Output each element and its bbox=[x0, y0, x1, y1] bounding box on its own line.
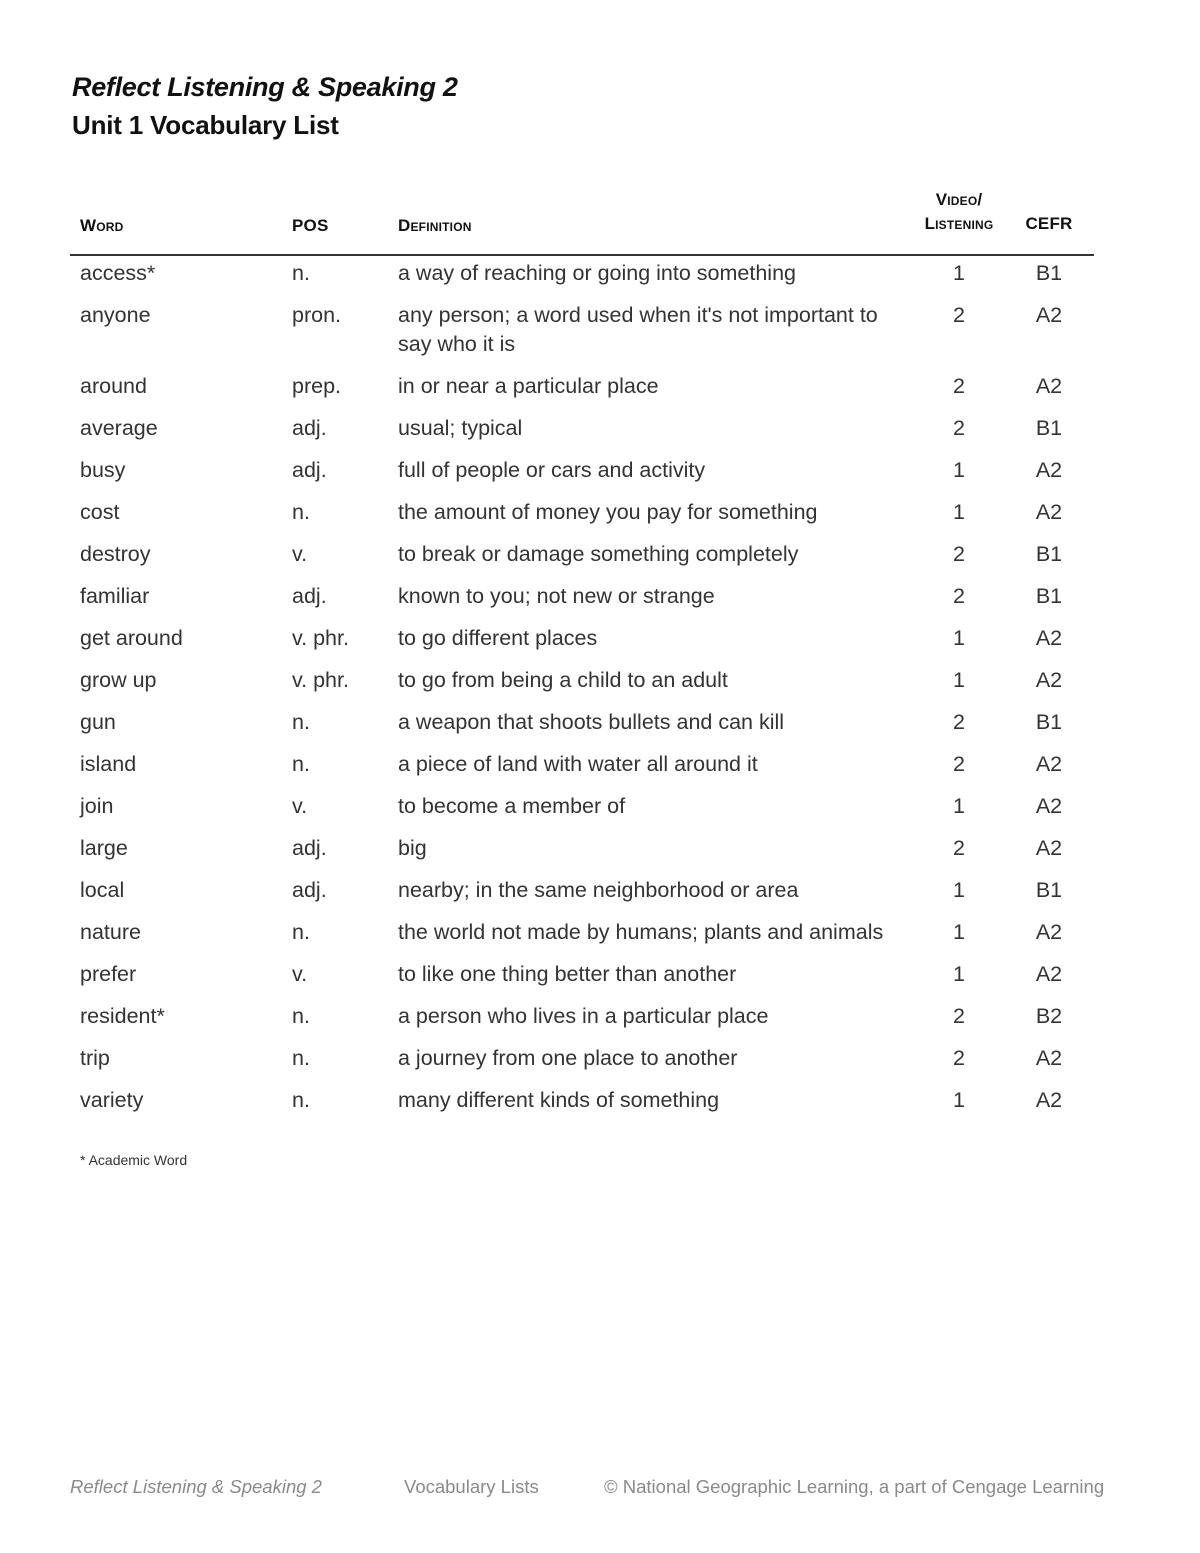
footer-copyright: © National Geographic Learning, a part of Cengage Learning bbox=[604, 1476, 1105, 1497]
cell-definition: nearby; in the same neighborhood or area bbox=[398, 878, 799, 902]
cell-pos: adj. bbox=[292, 836, 327, 860]
cell-pos: v. bbox=[292, 542, 308, 566]
cell-word: get around bbox=[80, 626, 183, 650]
cell-definition: to become a member of bbox=[398, 794, 626, 818]
cell-cefr: A2 bbox=[1035, 752, 1063, 776]
cell-word: grow up bbox=[80, 668, 157, 692]
cell-definition: full of people or cars and activity bbox=[398, 458, 706, 482]
cell-word: destroy bbox=[80, 542, 151, 566]
cell-pos: n. bbox=[292, 752, 310, 776]
column-header-word: Word bbox=[70, 188, 282, 255]
cell-definition: usual; typical bbox=[398, 416, 523, 440]
document-subtitle: Unit 1 Vocabulary List bbox=[72, 110, 339, 140]
table-row bbox=[70, 789, 1094, 831]
cell-video-listening: 2 bbox=[953, 710, 965, 734]
cell-definition: to go different places bbox=[398, 626, 598, 650]
cell-video-listening: 1 bbox=[953, 920, 965, 944]
table-row bbox=[70, 873, 1094, 915]
cell-video-listening: 2 bbox=[953, 1046, 965, 1070]
cell-pos: v. phr. bbox=[292, 668, 349, 692]
cell-definition: a person who lives in a particular place bbox=[398, 1004, 769, 1028]
cell-pos: n. bbox=[292, 500, 310, 524]
cell-definition: in or near a particular place bbox=[398, 374, 659, 398]
cell-cefr: B1 bbox=[1035, 416, 1063, 440]
cell-word: gun bbox=[80, 710, 116, 734]
cell-word: anyone bbox=[80, 303, 151, 327]
table-row bbox=[70, 621, 1094, 663]
cell-video-listening: 2 bbox=[953, 542, 965, 566]
cell-definition: a way of reaching or going into something bbox=[398, 261, 796, 285]
cell-word: around bbox=[80, 374, 147, 398]
cell-definition: the amount of money you pay for something bbox=[398, 500, 818, 524]
table-row bbox=[70, 537, 1094, 579]
cell-word: busy bbox=[80, 458, 126, 482]
cell-video-listening: 1 bbox=[953, 458, 965, 482]
cell-cefr: A2 bbox=[1035, 1046, 1063, 1070]
table-row bbox=[70, 453, 1094, 495]
cell-video-listening: 2 bbox=[953, 1004, 965, 1028]
table-row bbox=[70, 1083, 1094, 1125]
cell-cefr: B1 bbox=[1035, 710, 1063, 734]
table-header-row bbox=[70, 188, 1094, 255]
cell-pos: n. bbox=[292, 710, 310, 734]
cell-definition: big bbox=[398, 836, 427, 860]
table-row bbox=[70, 255, 1094, 298]
cell-video-listening: 1 bbox=[953, 626, 965, 650]
table-row bbox=[70, 957, 1094, 999]
cell-video-listening: 2 bbox=[953, 836, 965, 860]
cell-video-listening: 1 bbox=[953, 962, 965, 986]
cell-cefr: A2 bbox=[1035, 1088, 1063, 1112]
column-header-definition: Definition bbox=[388, 188, 914, 255]
cell-word: familiar bbox=[80, 584, 150, 608]
cell-pos: adj. bbox=[292, 416, 327, 440]
cell-word: variety bbox=[80, 1088, 144, 1112]
column-header-cefr: CEFR bbox=[1004, 188, 1094, 255]
table-row bbox=[70, 1041, 1094, 1083]
cell-cefr: A2 bbox=[1035, 303, 1063, 327]
cell-video-listening: 1 bbox=[953, 668, 965, 692]
cell-definition: to like one thing better than another bbox=[398, 962, 737, 986]
cell-word: island bbox=[80, 752, 137, 776]
cell-cefr: A2 bbox=[1035, 920, 1063, 944]
cell-definition: any person; a word used when it's not important to say who it is bbox=[398, 303, 878, 356]
table-row bbox=[70, 999, 1094, 1041]
cell-word: nature bbox=[80, 920, 141, 944]
cell-word: resident* bbox=[80, 1004, 165, 1028]
cell-cefr: A2 bbox=[1035, 794, 1063, 818]
table-row bbox=[70, 915, 1094, 957]
column-header-video-line2: Listening bbox=[924, 214, 994, 233]
cell-video-listening: 1 bbox=[953, 794, 965, 818]
table-row bbox=[70, 495, 1094, 537]
cell-cefr: A2 bbox=[1035, 374, 1063, 398]
cell-pos: adj. bbox=[292, 458, 327, 482]
cell-pos: v. phr. bbox=[292, 626, 349, 650]
cell-pos: adj. bbox=[292, 584, 327, 608]
cell-cefr: A2 bbox=[1035, 458, 1063, 482]
cell-cefr: B1 bbox=[1035, 542, 1063, 566]
table-row bbox=[70, 831, 1094, 873]
cell-video-listening: 2 bbox=[953, 374, 965, 398]
cell-definition: a journey from one place to another bbox=[398, 1046, 738, 1070]
cell-pos: v. bbox=[292, 962, 308, 986]
table-row bbox=[70, 411, 1094, 453]
cell-word: prefer bbox=[80, 962, 137, 986]
cell-cefr: B1 bbox=[1035, 261, 1063, 285]
cell-word: cost bbox=[80, 500, 120, 524]
cell-video-listening: 2 bbox=[953, 303, 965, 327]
column-header-video-listening bbox=[914, 188, 1004, 255]
cell-word: access* bbox=[80, 261, 156, 285]
cell-word: average bbox=[80, 416, 158, 440]
cell-cefr: A2 bbox=[1035, 626, 1063, 650]
footer-section: Vocabulary Lists bbox=[404, 1476, 539, 1497]
cell-definition: to break or damage something completely bbox=[398, 542, 799, 566]
cell-pos: n. bbox=[292, 920, 310, 944]
cell-video-listening: 1 bbox=[953, 261, 965, 285]
cell-cefr: A2 bbox=[1035, 836, 1063, 860]
cell-pos: prep. bbox=[292, 374, 342, 398]
cell-definition: a weapon that shoots bullets and can kill bbox=[398, 710, 785, 734]
cell-cefr: A2 bbox=[1035, 500, 1063, 524]
cell-word: large bbox=[80, 836, 128, 860]
cell-definition: to go from being a child to an adult bbox=[398, 668, 728, 692]
footnote: * Academic Word bbox=[80, 1152, 188, 1168]
table-row bbox=[70, 298, 1094, 369]
cell-pos: adj. bbox=[292, 878, 327, 902]
cell-video-listening: 2 bbox=[953, 416, 965, 440]
table-body bbox=[70, 255, 1094, 1125]
table-row bbox=[70, 579, 1094, 621]
cell-video-listening: 1 bbox=[953, 1088, 965, 1112]
column-header-video-line1: Video/ bbox=[935, 190, 983, 209]
cell-cefr: B1 bbox=[1035, 878, 1063, 902]
cell-word: trip bbox=[80, 1046, 110, 1070]
cell-pos: v. bbox=[292, 794, 308, 818]
cell-video-listening: 1 bbox=[953, 878, 965, 902]
cell-word: local bbox=[80, 878, 125, 902]
table-row bbox=[70, 747, 1094, 789]
cell-video-listening: 1 bbox=[953, 500, 965, 524]
cell-word: join bbox=[80, 794, 114, 818]
cell-definition: a piece of land with water all around it bbox=[398, 752, 758, 776]
cell-pos: n. bbox=[292, 1004, 310, 1028]
cell-video-listening: 2 bbox=[953, 584, 965, 608]
vocabulary-table bbox=[70, 188, 1094, 1125]
table-row bbox=[70, 705, 1094, 747]
cell-pos: n. bbox=[292, 1046, 310, 1070]
table-row bbox=[70, 369, 1094, 411]
cell-definition: known to you; not new or strange bbox=[398, 584, 715, 608]
cell-cefr: A2 bbox=[1035, 962, 1063, 986]
cell-definition: the world not made by humans; plants and animals bbox=[398, 920, 884, 944]
cell-pos: n. bbox=[292, 1088, 310, 1112]
cell-cefr: B2 bbox=[1035, 1004, 1063, 1028]
cell-pos: n. bbox=[292, 261, 310, 285]
footer-book-title: Reflect Listening & Speaking 2 bbox=[70, 1476, 322, 1497]
cell-definition: many different kinds of something bbox=[398, 1088, 720, 1112]
column-header-pos: POS bbox=[282, 188, 388, 255]
table-row bbox=[70, 663, 1094, 705]
cell-cefr: A2 bbox=[1035, 668, 1063, 692]
document-title: Reflect Listening & Speaking 2 bbox=[72, 72, 458, 102]
cell-video-listening: 2 bbox=[953, 752, 965, 776]
cell-cefr: B1 bbox=[1035, 584, 1063, 608]
cell-pos: pron. bbox=[292, 303, 342, 327]
